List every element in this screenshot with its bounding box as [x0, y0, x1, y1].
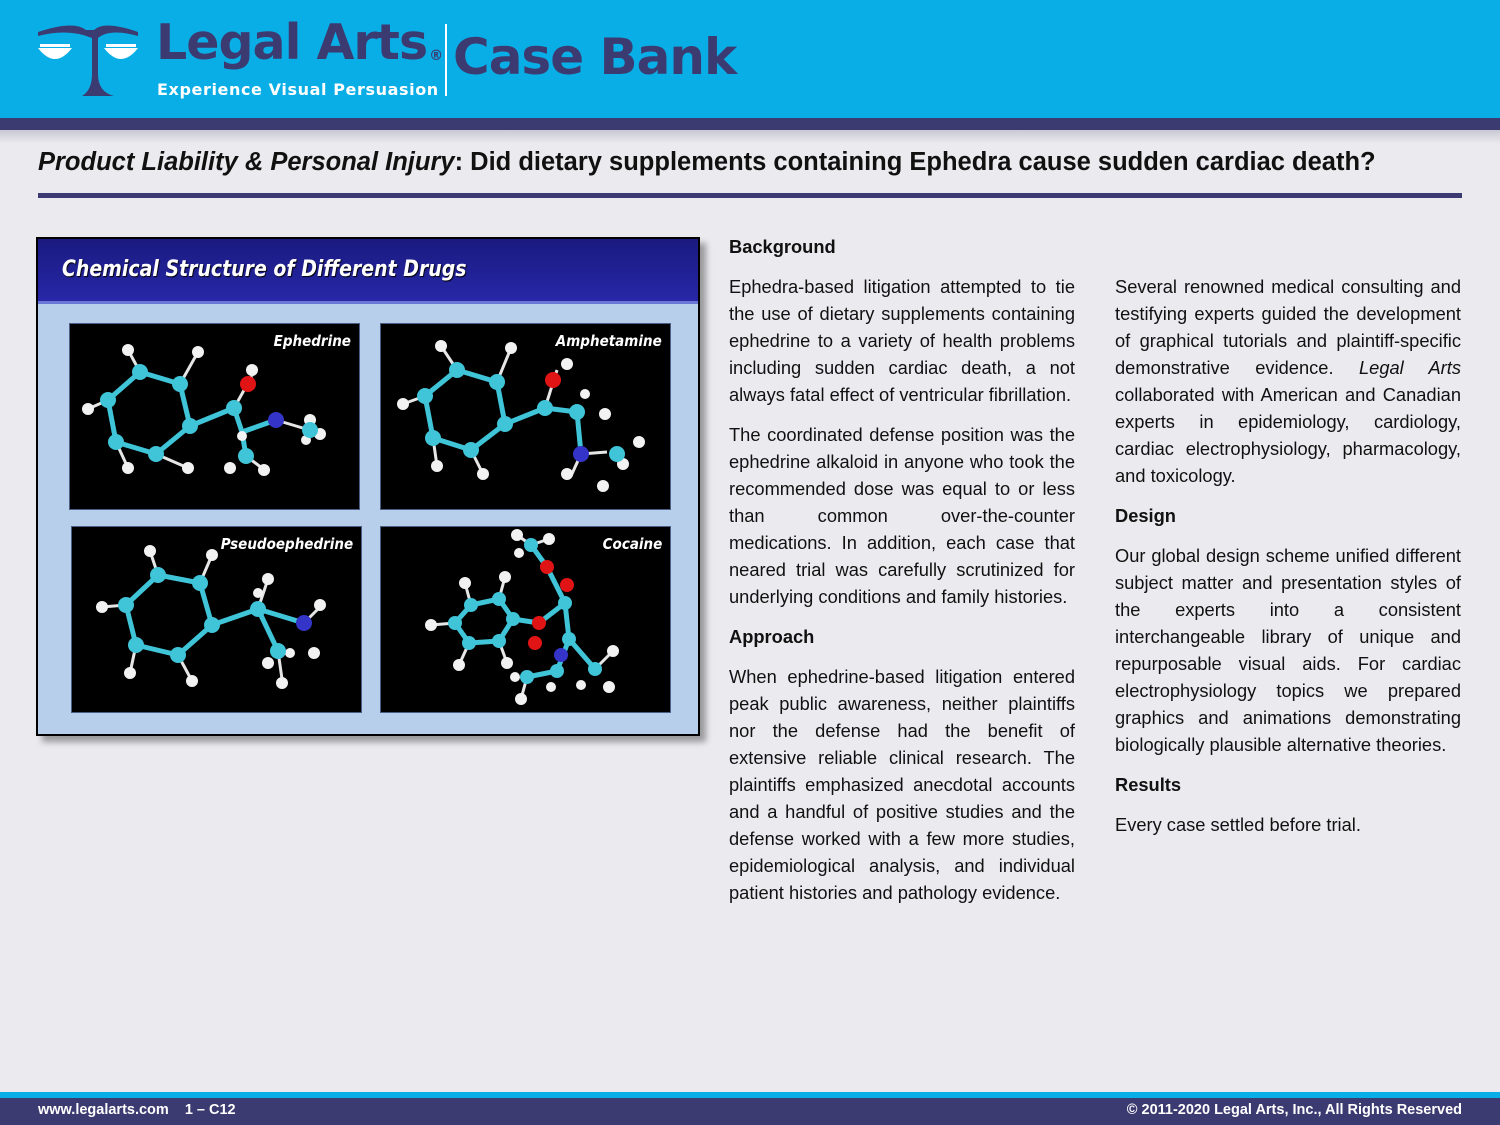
design-heading: Design	[1115, 505, 1176, 526]
approach-heading: Approach	[729, 626, 815, 647]
panel-label-pseudoephedrine: Pseudoephedrine	[220, 535, 353, 553]
approach-paragraph-2: Several renowned medical consulting and testifying experts guided the development of graphical tutorials and plaintiff-specific demonstrative evidence. Legal Arts collaborated with American and Canadian experts in epidemiology, cardiology, cardiac electrophysiology, pharmacology, and toxicology.	[1115, 276, 1461, 486]
logo-divider	[445, 24, 447, 96]
figure-title: Chemical Structure of Different Drugs	[62, 257, 467, 282]
footer-copyright: © 2011-2020 Legal Arts, Inc., All Rights Reserved	[1126, 1102, 1462, 1118]
molecule-pseudoephedrine-icon	[72, 527, 361, 712]
page-title	[38, 148, 1468, 177]
molecule-panel-amphetamine	[380, 323, 671, 510]
brand-tagline: Experience Visual Persuasion	[157, 80, 439, 99]
scales-logo-icon	[36, 22, 140, 100]
background-heading: Background	[729, 236, 836, 257]
title-separator: :	[454, 148, 471, 176]
header-shadow	[0, 130, 1500, 144]
footer-url: www.legalarts.com	[38, 1102, 169, 1118]
design-paragraph: Our global design scheme unified different subject matter and presentation styles of the experts into a consistent interchangeable library of unique and repurposable visual aids. For cardiac electrophysiology topics we prepared graphics and animations demonstrating biologically plausible alternative theories.	[1115, 545, 1461, 755]
background-paragraph-1: Ephedra-based litigation attempted to tie the use of dietary supplements containing ephedrine to a variety of health problems including sudden cardiac death, a not always fatal effect of ventricular fibrillation.	[729, 276, 1075, 405]
molecule-cocaine-icon	[381, 527, 670, 712]
brand-name: Legal Arts ®	[156, 14, 443, 71]
panel-label-cocaine: Cocaine	[602, 535, 662, 553]
molecule-panel-pseudoephedrine	[71, 526, 362, 713]
results-heading: Results	[1115, 774, 1182, 795]
footer-page-code: 1 – C12	[184, 1102, 236, 1118]
header-rule	[0, 118, 1500, 130]
panel-label-ephedrine: Ephedrine	[273, 332, 351, 350]
molecule-ephedrine-icon	[70, 324, 359, 509]
results-paragraph: Every case settled before trial.	[1115, 814, 1361, 835]
molecule-panel-cocaine	[380, 526, 671, 713]
text-column-left	[729, 233, 1075, 919]
footer-left	[38, 1102, 236, 1118]
text-column-right	[1115, 273, 1461, 851]
title-question: Did dietary supplements containing Ephedra cause sudden cardiac death?	[470, 148, 1376, 176]
background-paragraph-2: The coordinated defense position was the ephedrine alkaloid in anyone who took the recommended dose was equal to or less than common over-the-counter medications. In addition, each case that neared trial was carefully scrutinized for underlying conditions and family histories.	[729, 424, 1075, 607]
header-bar	[0, 0, 1500, 118]
molecule-amphetamine-icon	[381, 324, 670, 509]
panel-label-amphetamine: Amphetamine	[556, 332, 662, 350]
title-category: Product Liability & Personal Injury	[38, 148, 455, 176]
legal-arts-italic: Legal Arts	[1358, 357, 1461, 378]
title-rule	[38, 193, 1462, 198]
chemical-structure-figure	[36, 237, 700, 736]
product-name: Case Bank	[453, 28, 737, 86]
figure-banner	[38, 239, 698, 304]
registered-mark: ®	[429, 48, 443, 64]
approach-paragraph-1: When ephedrine-based litigation entered peak public awareness, neither plaintiffs nor the defense had the benefit of extensive reliable clinical research. The plaintiffs emphasized anecdotal accounts and a handful of positive studies and the defense worked with a few more studies, epidemiological analysis, and individual patient histories and pathology evidence.	[729, 666, 1075, 903]
molecule-panel-ephedrine	[69, 323, 360, 510]
footer-bar	[0, 1098, 1500, 1125]
